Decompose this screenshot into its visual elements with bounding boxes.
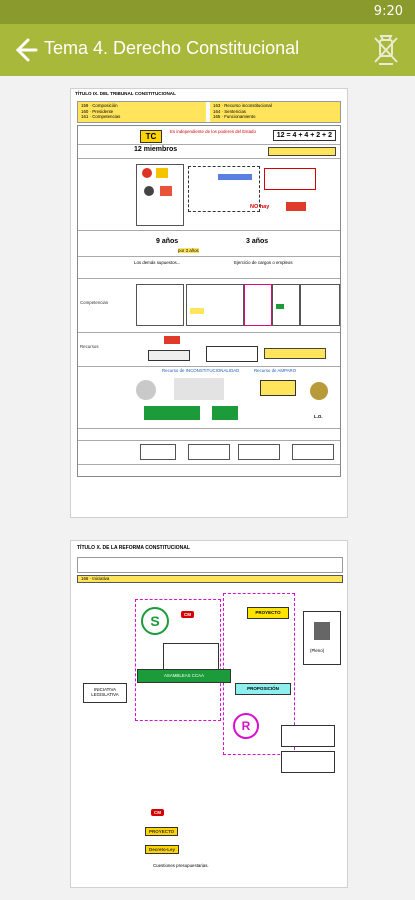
article-163: 163 · Recurso inconstitucional [213,103,272,108]
bottom-note: Cuestiones presupuestarias. [153,863,209,868]
members-row [78,144,340,159]
decreto-ley: Decreto-Ley [145,845,179,854]
recursos-label: Recursos [80,344,99,349]
incompat-row: Los demás supuestos... Ejercicio de cargos o empleos [78,256,340,279]
article-160: 160 · Presidente [81,109,114,114]
competences-label: Competencias [80,300,109,305]
document-page-1[interactable] [70,88,348,518]
arrow-left-icon[interactable] [8,34,40,66]
tc-formula: 12 = 4 + 4 + 2 + 2 [273,130,336,141]
app-bar [0,24,415,76]
cm-pill: CM [181,611,194,618]
recurso-incons: Recurso de INCONSTITUCIONALIDAD [162,368,240,373]
guardia-civil-emblem-icon [367,30,405,70]
composition-row [78,158,340,231]
page-title: Tema 4. Derecho Constitucional [44,38,300,58]
competences-row [78,278,340,333]
status-bar [0,0,415,24]
page1-header: TÍTULO IX. DEL TRIBUNAL CONSTITUCIONAL [75,91,176,96]
presidente-years: por 3 años [178,248,199,253]
years-a: 9 años [156,238,179,245]
iniciativa-label: INICIATIVA LEGISLATIVA [91,687,119,697]
article-165: 165 · Funcionamiento [213,114,256,119]
proposicion-arrow: PROPOSICIÓN [235,683,291,695]
status-time: 9:20 [373,4,403,19]
ley-label: L.O. [314,414,323,419]
article-159: 159 · Composición [81,103,118,108]
senado-circle: S [141,607,169,635]
asambleas-label: ASAMBLEAS CCAA [163,673,205,678]
tc-row: TC Es independiente de los poderes del Estado 12 = 4 + 4 + 2 + 2 [78,126,340,145]
referendum-circle: R [233,713,259,739]
article-index [77,101,341,123]
pleno-label: (Pleno) [310,648,325,653]
recurso-types-row [78,366,340,429]
recursos-row [78,332,340,367]
article-164: 164 · Sentencias [213,109,246,114]
members-count: 12 miembros [134,146,178,153]
years-b: 3 años [246,238,269,245]
page2-header: TÍTULO X. DE LA REFORMA CONSTITUCIONAL [77,545,190,551]
proyecto-bottom: PROYECTO [145,827,178,836]
recurso-amparo: Recurso de AMPARO [254,368,297,373]
tc-label: TC [140,130,162,143]
article-161: 161 · Competencias [81,114,121,119]
page2-subhead: 166 · Iniciativa [77,575,343,583]
document-page-2[interactable] [70,540,348,888]
proyecto-arrow: PROYECTO [247,607,289,619]
years-row [78,230,340,257]
cm-bottom-pill: CM [151,809,164,816]
tc-table [77,125,341,477]
no-hay-label: NO hay [250,204,270,210]
